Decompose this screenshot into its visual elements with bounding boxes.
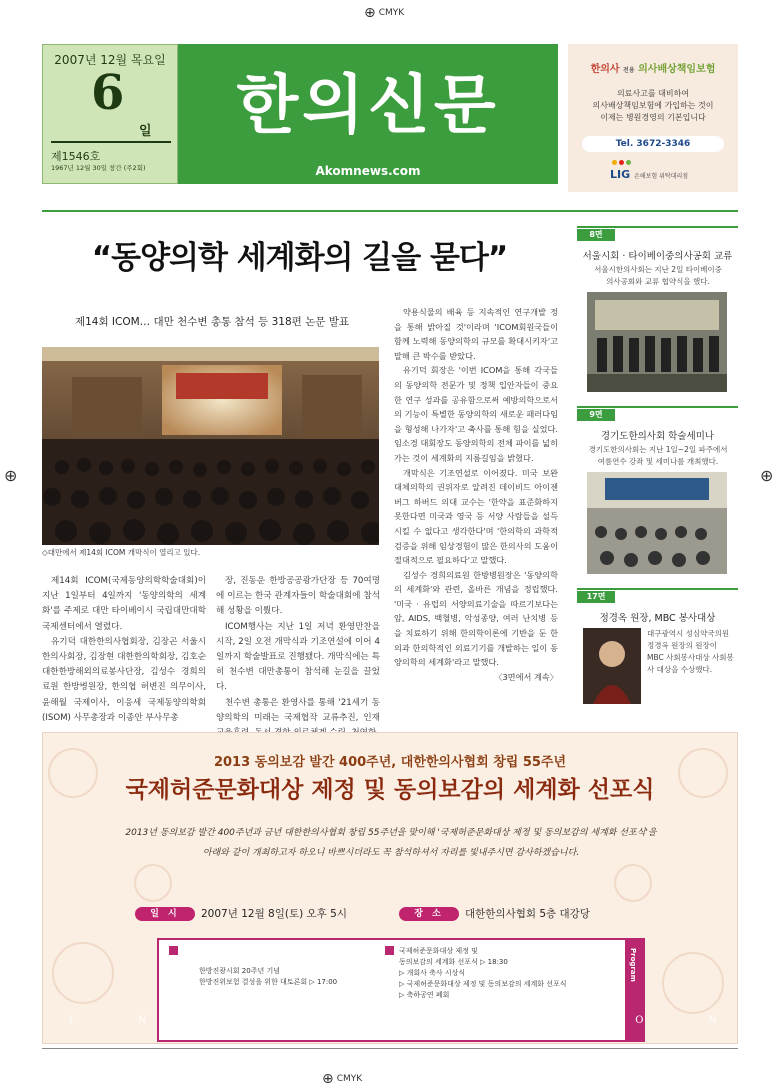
invitation-letter: V <box>211 1015 221 1026</box>
bullet-icon <box>169 946 178 955</box>
ad-heading-small: 전용 <box>623 67 635 74</box>
sidebar-photo <box>587 292 727 392</box>
divider <box>51 141 171 143</box>
page-tag: 8면 <box>577 229 615 241</box>
print-registration-top <box>364 6 404 20</box>
program-label: Program <box>629 948 637 982</box>
crosshair-icon: ⊕ <box>4 466 18 485</box>
founded-note: 1967년 12월 30일 창간 (주2회) <box>51 164 146 172</box>
ad-logo-text: LIG <box>610 168 631 181</box>
program-item: ▷ 국제허준문화대상 제정 및 동의보감의 세계화 선포식 <box>399 980 567 988</box>
issue-day-unit: 일 <box>139 124 152 139</box>
masthead <box>178 44 558 184</box>
program-item: ▷ 개회사 축사 시상식 <box>399 969 466 977</box>
where-label: 장 소 <box>399 907 459 921</box>
article-column-3 <box>394 305 558 684</box>
sidebar-text: 대구광역시 성심약국의원 정경옥 원장의 원장이 MBC 사회봉사대상 사회봉사 대상을 수상했다. <box>647 629 734 674</box>
invitation-letter: I <box>69 1015 75 1026</box>
news-sidebar <box>577 226 738 726</box>
program-item: 국제허준문화대상 제정 및 <box>399 947 478 955</box>
banner-invitation-text <box>71 823 711 863</box>
article-paragraph: 제14회 ICOM(국제동양의학학술대회)이 지난 1일부터 4일까지 '동양의학의 세계화'를 주제로 대만 타이베이시 국립대만대학 국제센터에서 열렸다. <box>42 576 206 632</box>
article-subhead: 제14회 ICOM… 대만 천수변 총통 참석 등 318편 논문 발표 <box>74 316 350 328</box>
program-item: 한방진위보험 결성을 위한 대토론회 ▷ 17:00 <box>199 978 338 986</box>
lig-logo-icon <box>612 160 632 168</box>
bullet-icon <box>385 946 394 955</box>
cmyk-label-top: CMYK <box>378 8 405 18</box>
photo-caption: ◇대만에서 제14회 ICOM 개막식이 열리고 있다. <box>42 548 201 557</box>
program-item: 동의보감의 세계화 선포식 ▷ 18:30 <box>399 958 508 966</box>
banner-text-line: 아래와 같이 개최하고자 하오니 바쁘시더라도 꼭 참석하셔서 자리를 빛내주시면 감사하겠습니다. <box>202 848 580 858</box>
article-paragraph: 장, 진동운 한방공공광가단장 등 70여명에 이르는 한국 관계자들이 학술대회에 참석해 성황을 이뤘다. <box>216 576 380 617</box>
invitation-letter: N <box>137 1015 149 1026</box>
cmyk-label-bottom: CMYK <box>336 1074 363 1084</box>
conference-hall-illustration <box>42 347 379 545</box>
conference-photo <box>42 347 379 545</box>
sidebar-title[interactable]: 정경옥 원장, MBC 봉사대상 <box>599 613 716 624</box>
article-column-2 <box>216 574 380 741</box>
divider <box>577 406 738 408</box>
divider <box>577 226 738 228</box>
invitation-letter: A <box>423 1015 433 1026</box>
page-tag: 17면 <box>577 591 615 603</box>
newspaper-title: 한의신문 <box>236 68 500 143</box>
invitation-letter: N <box>708 1015 719 1026</box>
insurance-ad[interactable] <box>568 44 738 192</box>
issue-number: 제1546호 <box>51 150 101 163</box>
article-paragraph: 유기덕 회장은 '이번 ICOM을 통해 각국들의 동양의학 전문가 및 정책 입안자들이 중요한 연구 성과를 공유함으로써 예방의학으로서의 기능이 특별한 동양의학의 새로운 패러다임을 형성해 나가자'고 축사를 통해 힘을 실었다. 임소경 대회장도 동양의학의 전체 파이를 넓히가는 것이 세계화의 지름길임을 밝혔다. <box>394 365 558 463</box>
invitation-letter: T <box>495 1015 504 1026</box>
program-item: 한방진광시회 20주년 기념 <box>199 967 280 975</box>
program-item: ▷ 축하공연 폐회 <box>399 991 450 999</box>
article-paragraph: 천수변 총통은 환영사를 통해 '21세기 동양의학의 미래는 국제협작 교류추진, 인재 <box>216 697 380 723</box>
crosshair-icon: ⊕ <box>760 466 774 485</box>
continued-note: 〈3면에서 계속〉 <box>494 671 558 682</box>
article-paragraph: ICOM행사는 지난 1일 저녁 환영만찬을 시작, 2일 오전 개막식과 기조연설에 이어 4일까지 학술발표로 진행됐다. 개막식에는 특히 천수변 대만총통이 참석해 눈길을 끌었다. <box>216 621 380 693</box>
divider <box>577 588 738 590</box>
print-registration-bottom <box>322 1072 362 1086</box>
sidebar-title[interactable]: 서울시회 · 타이베이중의사공회 교류 <box>582 251 733 262</box>
ad-heading-main: 의사배상책임보험 <box>638 64 716 75</box>
masthead-rule <box>42 210 738 212</box>
sidebar-text: 경기도한의사회는 지난 1일~2일 파주에서 여름연수 강좌 및 세미나를 개최했다. <box>588 445 728 466</box>
ad-logo <box>610 168 688 181</box>
article-paragraph: 개막식은 기조연설로 이어졌다. 미국 보완대체의학의 권위자로 알려진 데이비드 아이젠버그 하버드 의대 교수는 '한약을 표준화하지 못한다면 미국과 영국 등 서양 사람들을 설득시킬 수 없다고 생각한다'며 '한의학의 과학적 검증을 위해 임상경험이 많은 한의사의 도움이 절대적으로 필요하다'고 말했다. <box>394 467 558 566</box>
banner-text-line: 2013년 동의보감 발간 400주년과 금년 대한한의사협회 창립 55주년을 맞이해 '국제허준문화대상 제정 및 동의보감의 세계화 선포식'을 <box>125 828 657 838</box>
invitation-letter: I <box>566 1015 573 1026</box>
bottom-rule <box>42 1048 738 1049</box>
ad-heading <box>568 60 738 75</box>
program-left <box>199 966 337 988</box>
ad-heading-pre: 한의사 <box>590 64 620 75</box>
event-venue: 대한한의사협회 5층 대강당 <box>465 908 590 920</box>
ad-line: 의료사고를 대비하여 <box>616 89 690 98</box>
ad-logo-sub: 손해보험 위탁대리점 <box>633 173 689 180</box>
event-datetime: 2007년 12월 8일(토) 오후 5시 <box>201 908 347 920</box>
ad-phone: Tel. 3672-3346 <box>582 136 724 152</box>
invitation-watermark <box>69 1015 719 1026</box>
date-box <box>42 44 178 184</box>
issue-date: 2007년 12월 목요일 <box>54 53 166 67</box>
program-box <box>157 938 645 1042</box>
article-paragraph: 약용식물의 배육 등 지속적인 연구개발 정을 통해 밝아질 것'이라며 'ICOM회원국들이 함께 노력해 동양의학의 규모를 확대시키자'고 말해 큰 박수를 받았다. <box>394 307 558 361</box>
crosshair-icon: ⊕ <box>322 1071 334 1087</box>
sidebar-photo <box>587 472 727 574</box>
article-paragraph: 유기덕 대한한의사협회장, 김장곤 서울시한의사회장, 김장현 대한한의학회장, 김호순 대한한방해외의료봉사단장, 김성수 경희의료원 한방병원장, 한의협 허변진 의무이사, 윤해월 국제이사, 이응세 국제동양의학회(ISOM) 사무총장과 이종안 부사무총 <box>42 636 206 723</box>
invitation-letter: T <box>351 1015 361 1026</box>
banner-title: 국제허준문화대상 제정 및 동의보감의 세계화 선포식 <box>125 776 655 803</box>
invitation-letter: O <box>635 1015 646 1026</box>
sidebar-text: 서울시한의사회는 지난 2일 타이베이중의사공회와 교류 협약식을 했다. <box>594 265 722 286</box>
crosshair-icon: ⊕ <box>364 5 376 21</box>
portrait-photo <box>583 628 641 704</box>
event-banner <box>42 732 738 1044</box>
article-column-1 <box>42 574 206 726</box>
invitation-letter: I <box>283 1015 290 1026</box>
article-headline: “동양의학 세계화의 길을 묻다” <box>91 240 508 276</box>
ad-line: 의사배상책임보험에 가입하는 것이 <box>592 101 714 110</box>
issue-day: 6 <box>91 65 125 121</box>
sidebar-title[interactable]: 경기도한의사회 학술세미나 <box>600 431 715 442</box>
page-tag: 9면 <box>577 409 615 421</box>
article-paragraph: 김성수 경희의료원 한방병원장은 '동양의학의 세계화'와 관련, 올바른 개념을 정립했다. '미국 · 유럽의 서양의료기술을 따르기보다는 암, AIDS, 백혈병, 악성종양, 여러 난치병 등을 치료하기 위해 한의학이론에 기반을 둔 한의과 한의학적인 의료기기를 개발하는 일이 동양의학의 세계화'라고 말했다. <box>394 569 558 668</box>
ad-body <box>574 88 732 124</box>
newspaper-url[interactable]: Akomnews.com <box>315 164 421 178</box>
program-right <box>399 946 567 1001</box>
ad-line: 이제는 병원경영의 기본입니다 <box>600 113 706 122</box>
when-label: 일 시 <box>135 907 195 921</box>
banner-subtitle: 2013 동의보감 발간 400주년, 대한한의사협회 창립 55주년 <box>213 755 567 770</box>
